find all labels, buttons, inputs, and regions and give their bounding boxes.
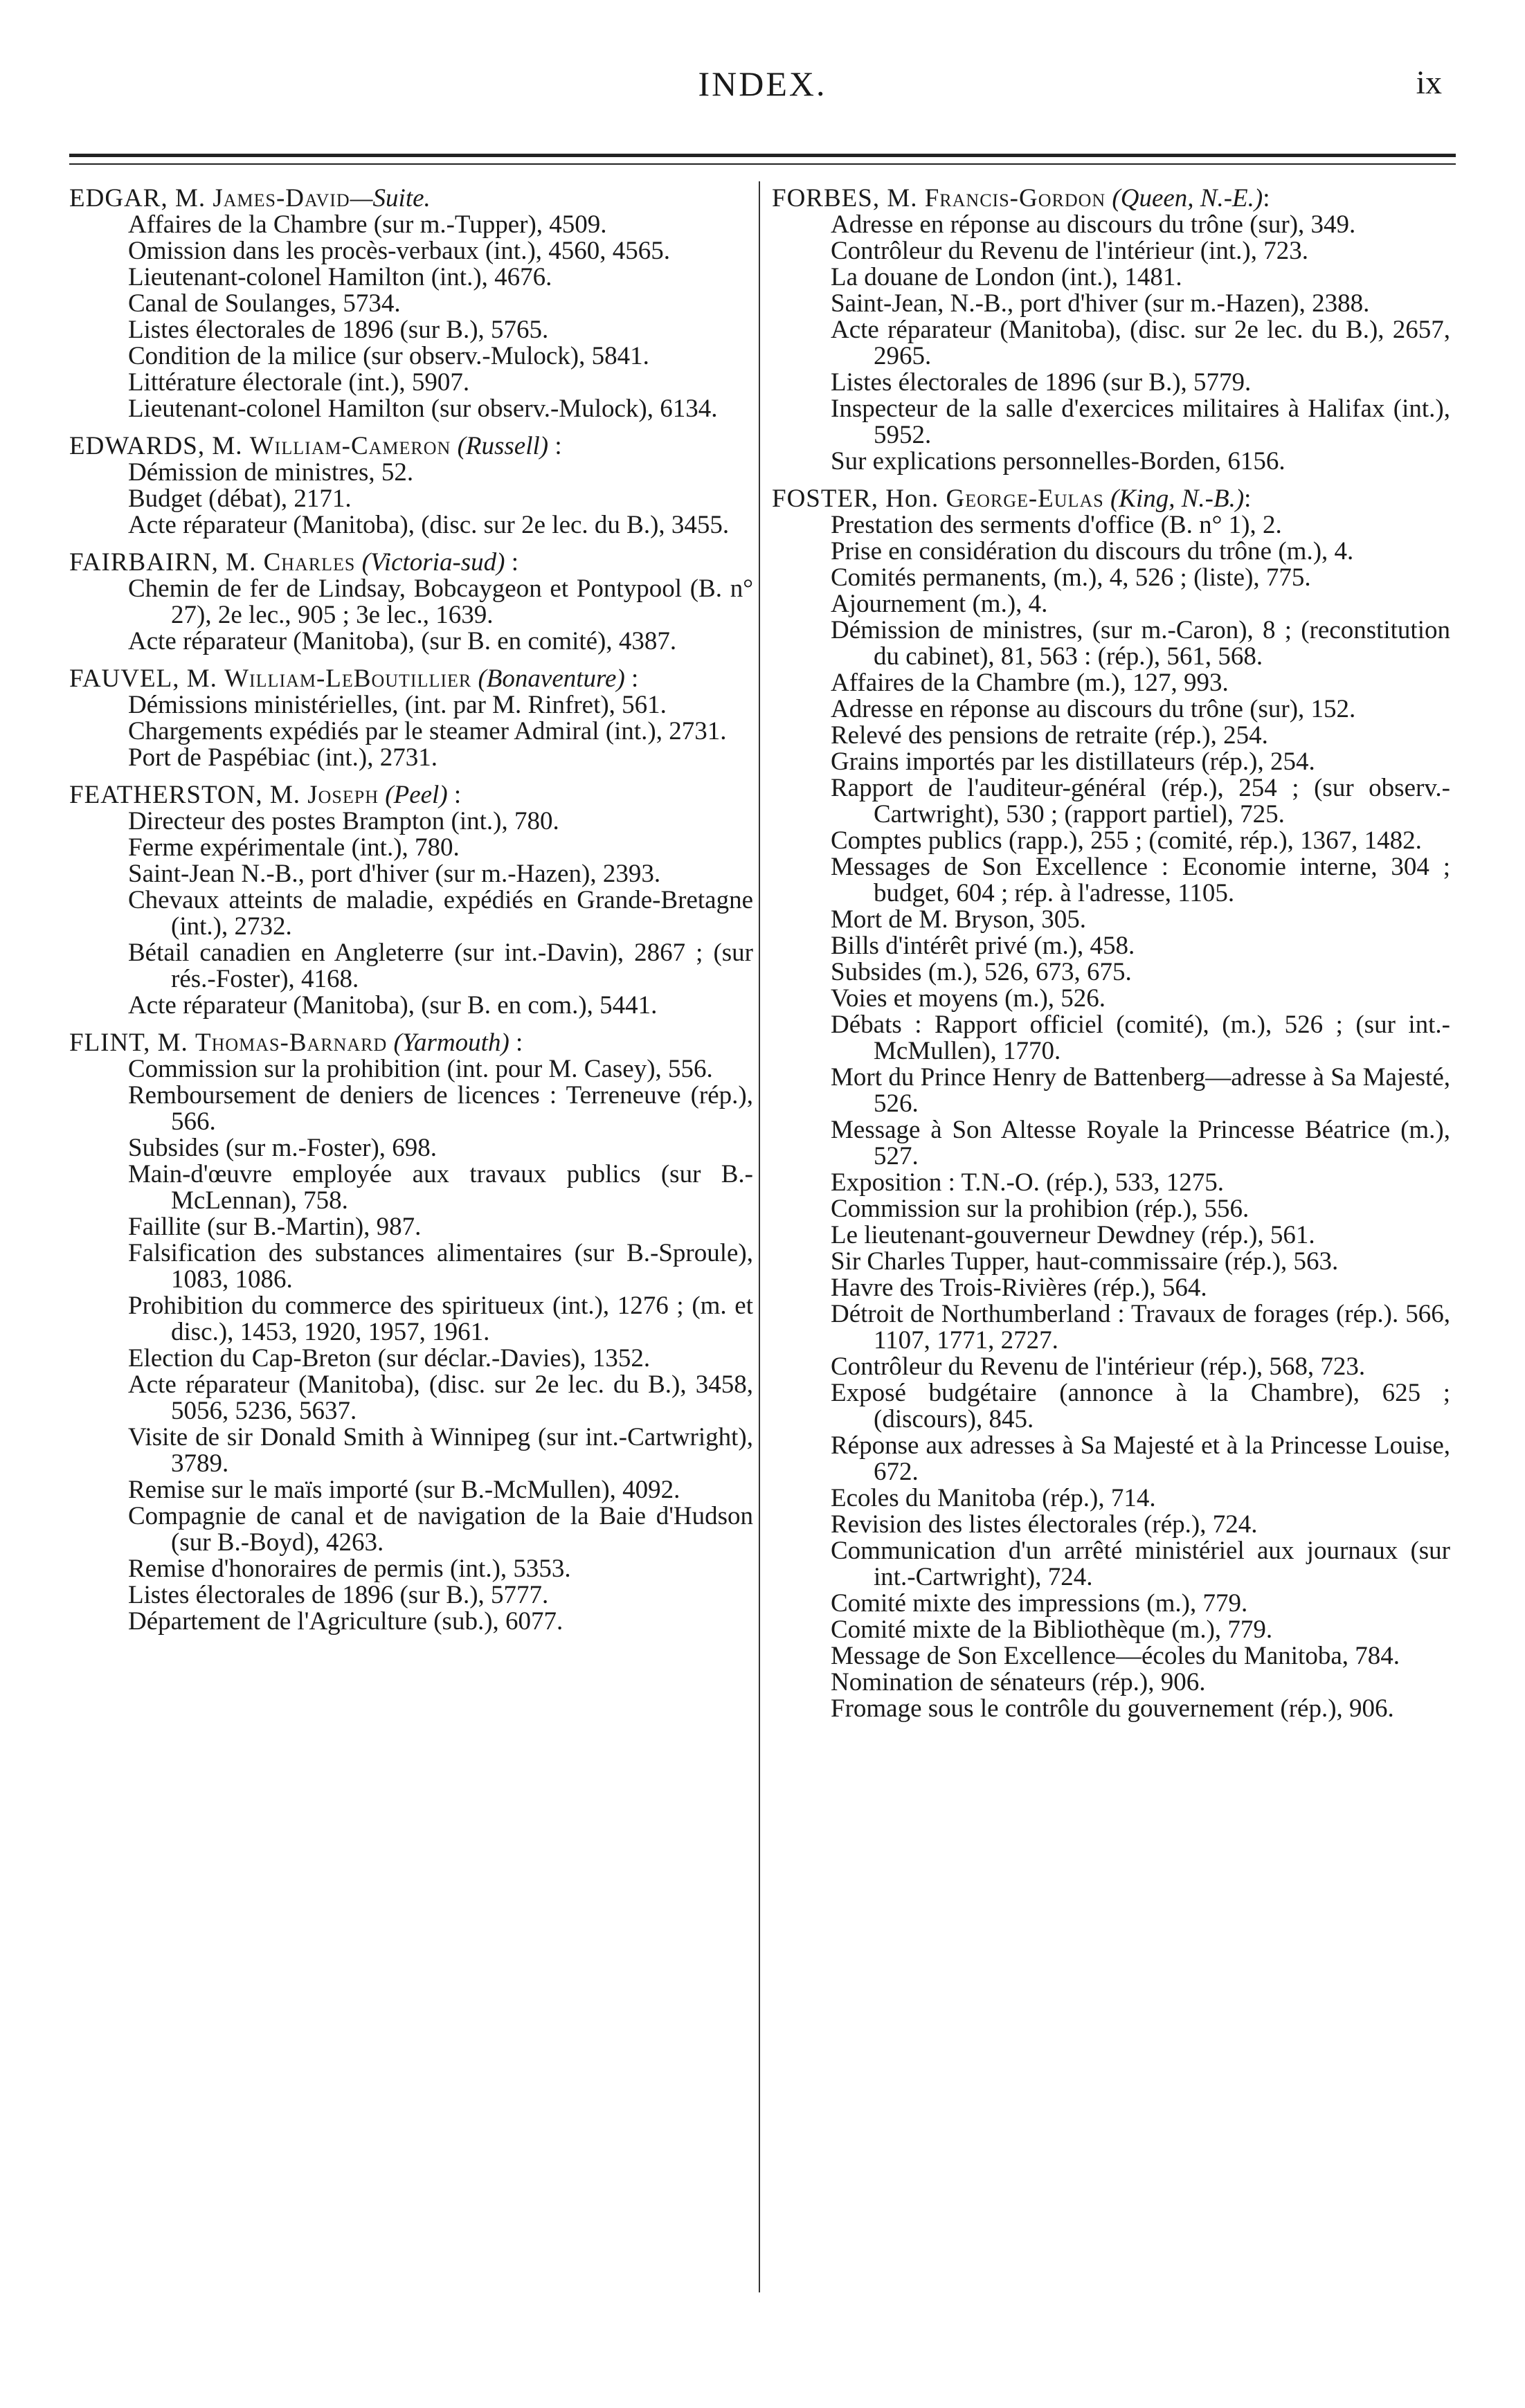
index-entry (69, 666, 753, 771)
entry-heading-tail: : (1244, 485, 1252, 513)
index-entry (772, 185, 1450, 475)
entry-item: Rapport de l'auditeur-général (rép.), 254 ; (sur observ.-Cartwright), 530 ; (rapport partiel), 725. (831, 774, 1450, 829)
entry-item: Prestation des serments d'office (B. n° 1), 2. (831, 511, 1282, 539)
entry-heading-tail: : (1263, 184, 1270, 212)
entry-item: Comités permanents, (m.), 4, 526 ; (liste), 775. (831, 563, 1311, 592)
entry-item: Main-d'œuvre employée aux travaux publics (sur B.-McLennan), 758. (128, 1160, 753, 1215)
entry-heading (69, 185, 753, 212)
entry-riding: (Bonaventure) (471, 664, 625, 693)
entry-item: Havre des Trois-Rivières (rép.), 564. (831, 1274, 1207, 1302)
entry-item: Comité mixte des impressions (m.), 779. (831, 1589, 1248, 1618)
entry-item: Budget (débat), 2171. (128, 485, 352, 513)
entry-item: Faillite (sur B.-Martin), 987. (128, 1213, 422, 1241)
entry-item: Mort de M. Bryson, 305. (831, 905, 1086, 934)
entry-item: Adresse en réponse au discours du trône (sur), 152. (831, 695, 1356, 723)
entry-surname: EDGAR, M. (69, 184, 213, 212)
entry-item: Revision des listes électorales (rép.), 724. (831, 1510, 1258, 1539)
entry-item: Election du Cap-Breton (sur déclar.-Davies), 1352. (128, 1344, 651, 1373)
entry-heading-tail: : (624, 664, 639, 693)
entry-item: Omission dans les procès-verbaux (int.), 4560, 4565. (128, 237, 671, 265)
entry-item: Message de Son Excellence—écoles du Manitoba, 784. (831, 1642, 1400, 1670)
entry-heading (69, 782, 753, 808)
entry-item: Ecoles du Manitoba (rép.), 714. (831, 1484, 1156, 1512)
entry-item: Port de Paspébiac (int.), 2731. (128, 743, 437, 772)
entry-item: Exposé budgétaire (annonce à la Chambre), 625 ; (discours), 845. (831, 1379, 1450, 1433)
entry-item: Saint-Jean N.-B., port d'hiver (sur m.-Hazen), 2393. (128, 860, 661, 888)
index-entry (69, 185, 753, 422)
entry-riding: (Queen, N.-E.) (1106, 184, 1263, 212)
entry-heading (69, 433, 753, 460)
entry-riding: (Victoria-sud) (355, 548, 505, 577)
entry-item: Contrôleur du Revenu de l'intérieur (rép.), 568, 723. (831, 1352, 1366, 1381)
entry-item: Bétail canadien en Angleterre (sur int.-Davin), 2867 ; (sur rés.-Foster), 4168. (128, 939, 753, 993)
entry-item: Démissions ministérielles, (int. par M. Rinfret), 561. (128, 691, 667, 719)
entry-item: Comité mixte de la Bibliothèque (m.), 779. (831, 1615, 1273, 1644)
entry-item: Falsification des substances alimentaires (sur B.-Sproule), 1083, 1086. (128, 1239, 753, 1294)
header-rule-thick (69, 154, 1456, 157)
entry-item: Grains importés par les distillateurs (rép.), 254. (831, 748, 1315, 776)
entry-item: La douane de London (int.), 1481. (831, 263, 1182, 291)
entry-item: Fromage sous le contrôle du gouvernement (rép.), 906. (831, 1694, 1394, 1723)
entry-item: Visite de sir Donald Smith à Winnipeg (sur int.-Cartwright), 3789. (128, 1423, 753, 1478)
index-entry (69, 782, 753, 1019)
entry-item: Communication d'un arrêté ministériel aux journaux (sur int.-Cartwright), 724. (831, 1537, 1450, 1591)
entry-item: Sir Charles Tupper, haut-commissaire (rép.), 563. (831, 1247, 1339, 1276)
entry-item: Démission de ministres, 52. (128, 458, 414, 487)
entry-surname: EDWARDS, M. (69, 432, 250, 460)
entry-item: Affaires de la Chambre (sur m.-Tupper), 4509. (128, 210, 607, 239)
entry-item: Lieutenant-colonel Hamilton (sur observ.-Mulock), 6134. (128, 395, 718, 423)
entry-item: Contrôleur du Revenu de l'intérieur (int.), 723. (831, 237, 1308, 265)
entry-given-names: Joseph (307, 781, 379, 809)
entry-item: Prise en considération du discours du trône (m.), 4. (831, 537, 1354, 565)
entry-item: Listes électorales de 1896 (sur B.), 5777. (128, 1581, 549, 1609)
entry-heading-tail: : (505, 548, 519, 577)
left-column (69, 185, 753, 1646)
header-rule-thin (69, 163, 1456, 165)
entry-heading (69, 666, 753, 692)
page-number: ix (1416, 64, 1442, 101)
entry-item: Directeur des postes Brampton (int.), 780. (128, 807, 559, 835)
entry-surname: FAIRBAIRN, M. (69, 548, 264, 577)
entry-item: Condition de la milice (sur observ.-Mulock), 5841. (128, 342, 649, 370)
entry-heading-tail: : (548, 432, 562, 460)
entry-item: Message à Son Altesse Royale la Princesse Béatrice (m.), 527. (831, 1116, 1450, 1170)
entry-item: Lieutenant-colonel Hamilton (int.), 4676. (128, 263, 552, 291)
entry-item: Saint-Jean, N.-B., port d'hiver (sur m.-Hazen), 2388. (831, 289, 1370, 318)
entry-given-names: William-Cameron (249, 432, 451, 460)
entry-item: Acte réparateur (Manitoba), (disc. sur 2e lec. du B.), 3455. (128, 511, 730, 539)
entry-riding: (Russell) (451, 432, 549, 460)
entry-item: Acte réparateur (Manitoba), (sur B. en comité), 4387. (128, 627, 677, 655)
entry-item: Détroit de Northumberland : Travaux de forages (rép.). 566, 1107, 1771, 2727. (831, 1300, 1450, 1355)
index-entry (69, 550, 753, 655)
entry-item: Chargements expédiés par le steamer Admiral (int.), 2731. (128, 717, 727, 745)
entry-item: Adresse en réponse au discours du trône (sur), 349. (831, 210, 1356, 239)
entry-item: Remise d'honoraires de permis (int.), 5353. (128, 1555, 571, 1583)
entry-item: Exposition : T.N.-O. (rép.), 533, 1275. (831, 1168, 1224, 1197)
page-header (0, 64, 1525, 119)
entry-item: Remboursement de deniers de licences : Terreneuve (rép.), 566. (128, 1081, 753, 1136)
entry-item: Littérature électorale (int.), 5907. (128, 368, 470, 397)
page-title: INDEX. (698, 64, 827, 103)
entry-item: Commission sur la prohibition (int. pour M. Casey), 556. (128, 1055, 713, 1083)
entry-item: Prohibition du commerce des spiritueux (int.), 1276 ; (m. et disc.), 1453, 1920, 1957, 1961. (128, 1292, 753, 1346)
column-divider (759, 181, 760, 2292)
index-entry (69, 1030, 753, 1635)
entry-heading-tail: : (447, 781, 462, 809)
index-entry (772, 486, 1450, 1722)
entry-item: Voies et moyens (m.), 526. (831, 984, 1106, 1013)
entry-item: Chemin de fer de Lindsay, Bobcaygeon et Pontypool (B. n° 27), 2e lec., 905 ; 3e lec., 1639. (128, 574, 753, 629)
index-entry (69, 433, 753, 538)
entry-item: Inspecteur de la salle d'exercices militaires à Halifax (int.), 5952. (831, 395, 1450, 449)
entry-item: Affaires de la Chambre (m.), 127, 993. (831, 669, 1229, 697)
entry-given-names: George-Eulas (946, 485, 1104, 513)
entry-item: Listes électorales de 1896 (sur B.), 5779. (831, 368, 1252, 397)
entry-item: Acte réparateur (Manitoba), (disc. sur 2e lec. du B.), 2657, 2965. (831, 316, 1450, 370)
entry-item: Commission sur la prohibion (rép.), 556. (831, 1195, 1249, 1223)
entry-item: Listes électorales de 1896 (sur B.), 5765. (128, 316, 549, 344)
right-column (772, 185, 1450, 1733)
entry-given-names: Francis-Gordon (924, 184, 1106, 212)
entry-item: Chevaux atteints de maladie, expédiés en Grande-Bretagne (int.), 2732. (128, 886, 753, 941)
entry-item: Ajournement (m.), 4. (831, 590, 1048, 618)
entry-heading (772, 486, 1450, 512)
entry-item: Messages de Son Excellence : Economie interne, 304 ; budget, 604 ; rép. à l'adresse, 1105. (831, 853, 1450, 907)
entry-item: Subsides (m.), 526, 673, 675. (831, 958, 1132, 986)
entry-item: Canal de Soulanges, 5734. (128, 289, 401, 318)
entry-item: Bills d'intérêt privé (m.), 458. (831, 932, 1135, 960)
entry-item: Remise sur le maïs importé (sur B.-McMullen), 4092. (128, 1476, 680, 1504)
entry-given-names: William-LeBoutillier (224, 664, 472, 693)
entry-item: Le lieutenant-gouverneur Dewdney (rép.), 561. (831, 1221, 1315, 1249)
entry-item: Réponse aux adresses à Sa Majesté et à la Princesse Louise, 672. (831, 1431, 1450, 1486)
entry-item: Démission de ministres, (sur m.-Caron), 8 ; (reconstitution du cabinet), 81, 563 : (rép.), 561, 568. (831, 616, 1450, 671)
entry-heading (69, 1030, 753, 1056)
entry-item: Acte réparateur (Manitoba), (disc. sur 2e lec. du B.), 3458, 5056, 5236, 5637. (128, 1370, 753, 1425)
entry-item: Mort du Prince Henry de Battenberg—adresse à Sa Majesté, 526. (831, 1063, 1450, 1118)
entry-surname: FLINT, M. (69, 1029, 195, 1057)
entry-riding: (King, N.-B.) (1103, 485, 1245, 513)
entry-surname: FAUVEL, M. (69, 664, 225, 693)
entry-item: Débats : Rapport officiel (comité), (m.), 526 ; (sur int.-McMullen), 1770. (831, 1011, 1450, 1065)
entry-item: Nomination de sénateurs (rép.), 906. (831, 1668, 1206, 1696)
entry-heading (69, 550, 753, 576)
entry-given-names: Thomas-Barnard (195, 1029, 388, 1057)
entry-given-names: James-David (213, 184, 350, 212)
entry-riding: (Peel) (379, 781, 448, 809)
entry-riding: (Yarmouth) (387, 1029, 509, 1057)
entry-given-names: Charles (263, 548, 356, 577)
entry-item: Sur explications personnelles-Borden, 6156. (831, 447, 1285, 476)
entry-surname: FEATHERSTON, M. (69, 781, 308, 809)
entry-surname: FOSTER, Hon. (772, 485, 946, 513)
entry-item: Compagnie de canal et de navigation de la Baie d'Hudson (sur B.-Boyd), 4263. (128, 1502, 753, 1557)
entry-item: Département de l'Agriculture (sub.), 6077. (128, 1607, 563, 1636)
entry-heading-tail: : (509, 1029, 523, 1057)
entry-surname: FORBES, M. (772, 184, 925, 212)
entry-item: Subsides (sur m.-Foster), 698. (128, 1134, 437, 1162)
entry-heading (772, 185, 1450, 212)
entry-item: Comptes publics (rapp.), 255 ; (comité, rép.), 1367, 1482. (831, 826, 1422, 855)
entry-item: Ferme expérimentale (int.), 780. (128, 833, 460, 862)
entry-item: Relevé des pensions de retraite (rép.), 254. (831, 721, 1268, 750)
entry-item: Acte réparateur (Manitoba), (sur B. en com.), 5441. (128, 991, 658, 1020)
entry-riding: —Suite. (350, 184, 431, 212)
